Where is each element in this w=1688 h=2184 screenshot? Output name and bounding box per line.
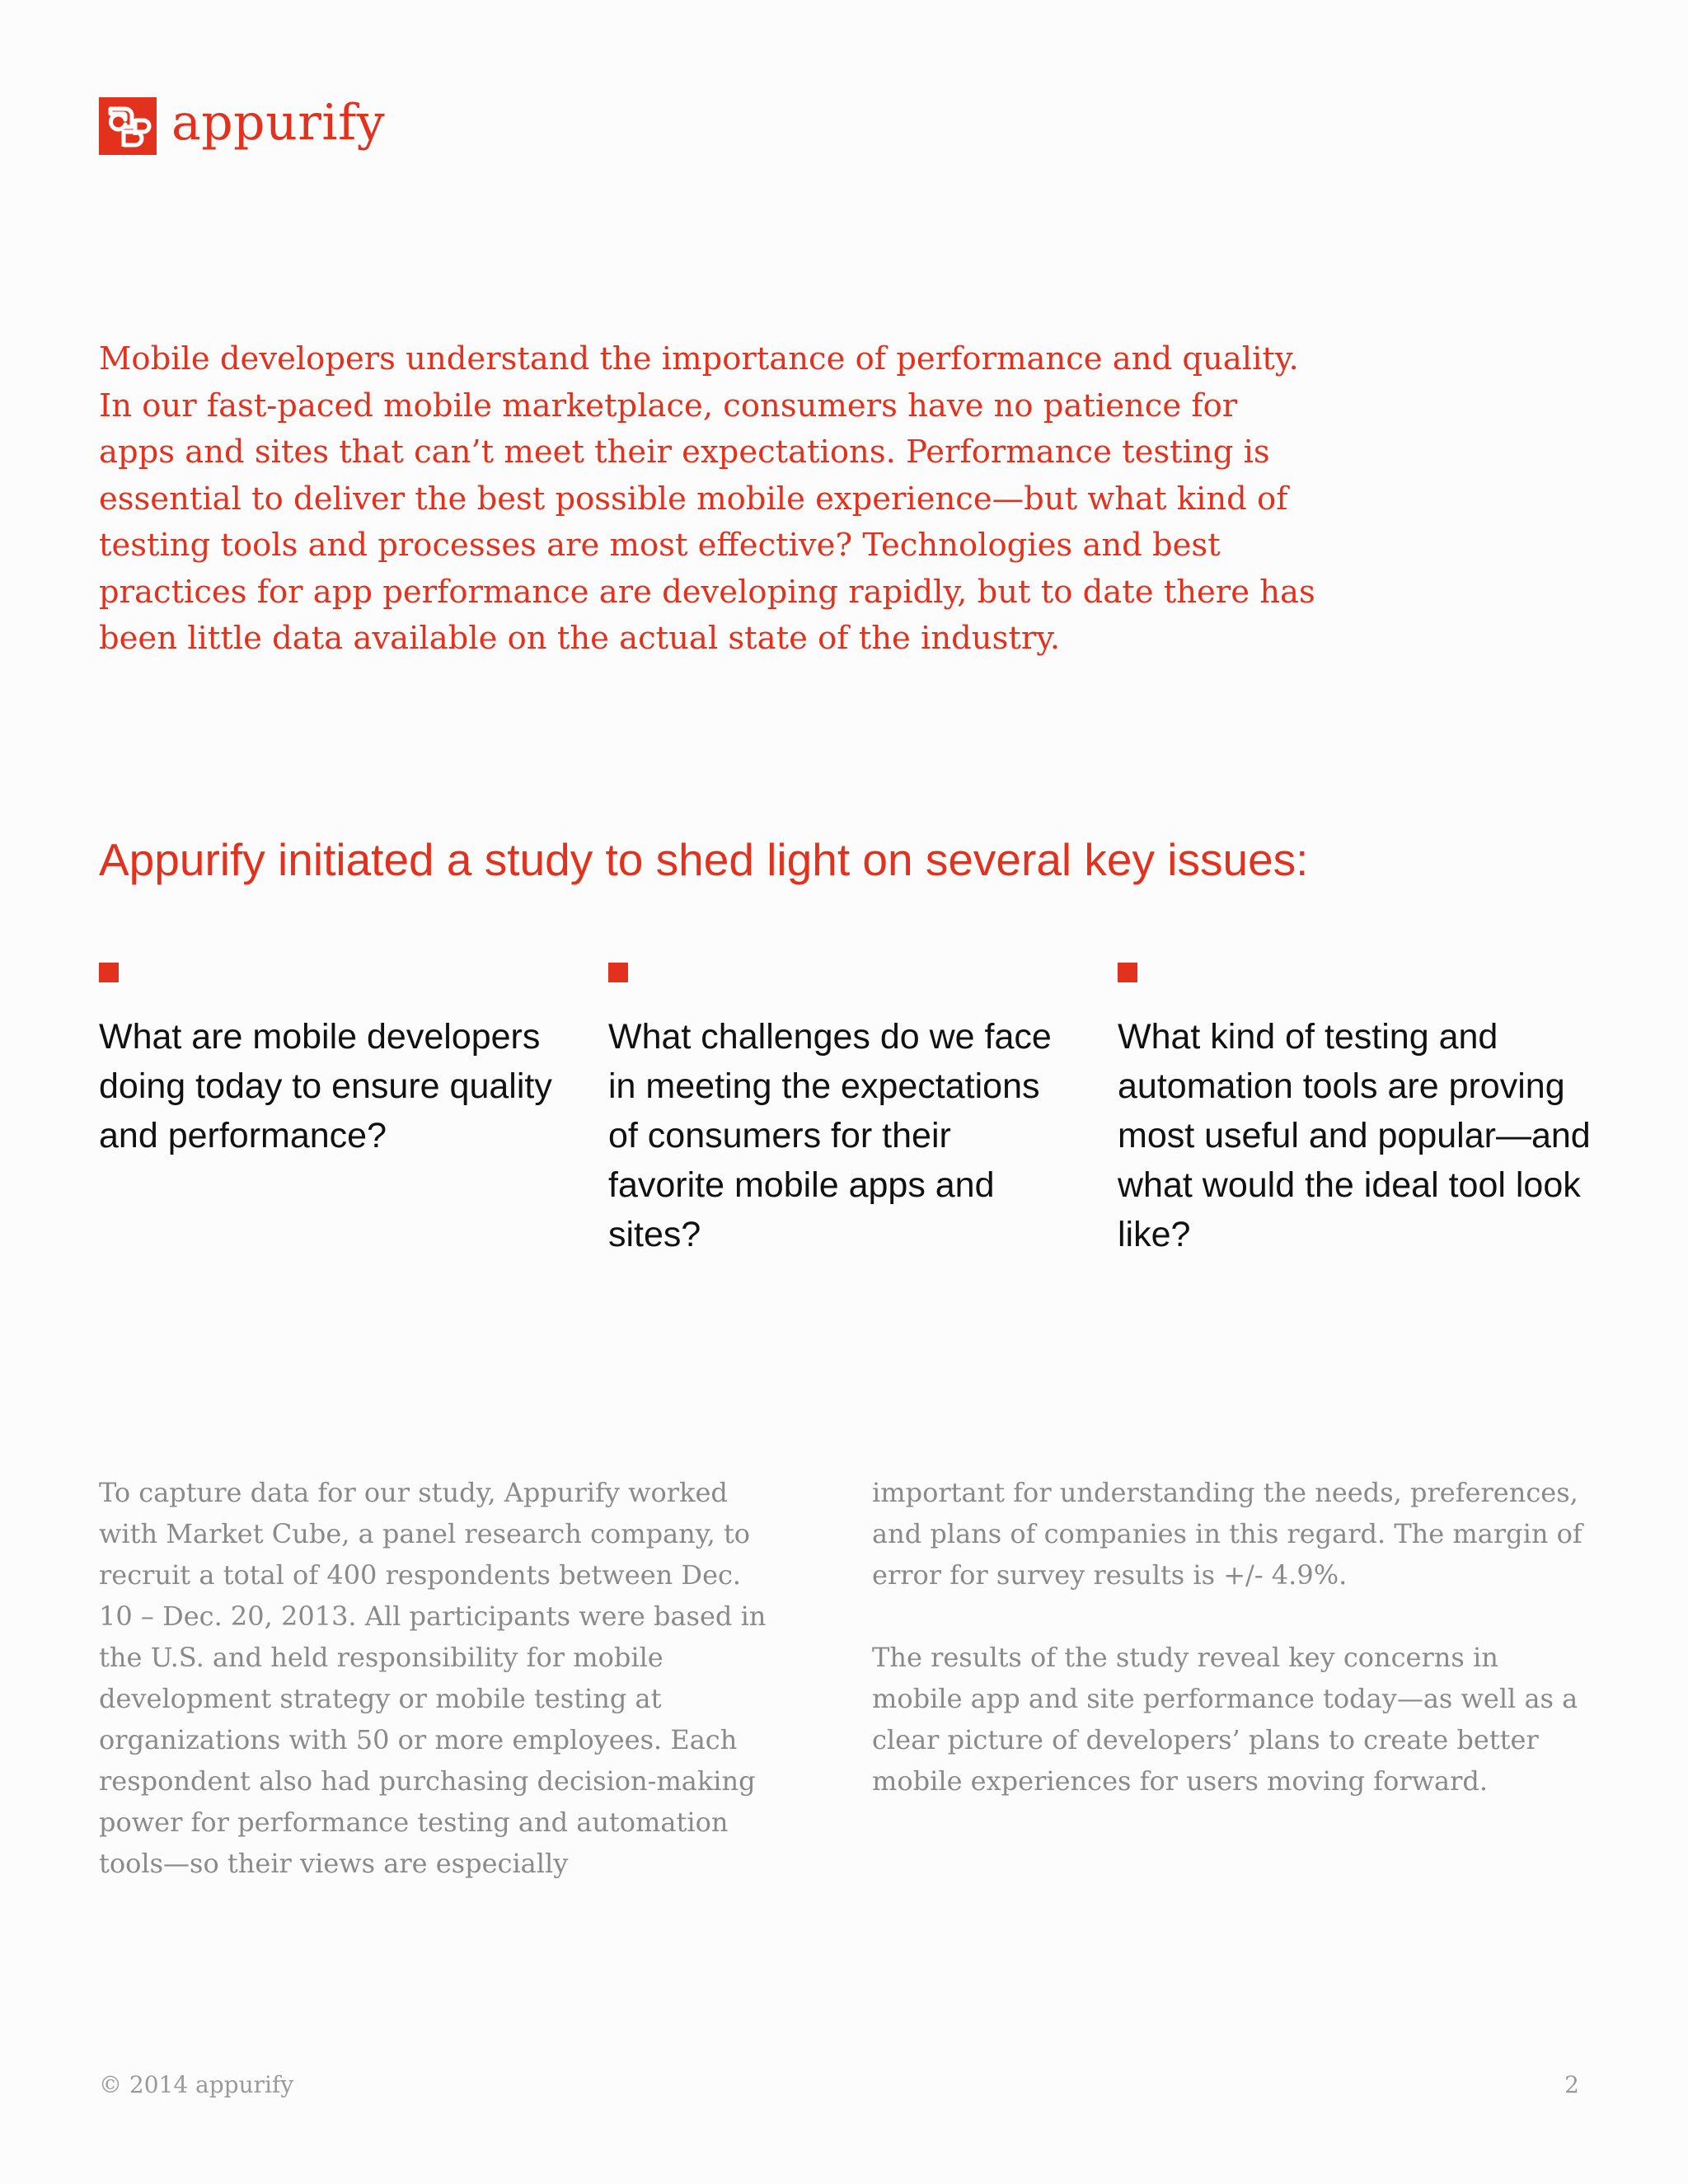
methodology-paragraph-continued: important for understanding the needs, preferences, and plans of companies in this regard. The margin of error for survey results is +/- 4.9%. [872, 1477, 1582, 1591]
page-number: 2 [1564, 2071, 1579, 2098]
square-bullet-icon [99, 963, 119, 982]
key-question-text: What challenges do we face in meeting the expectations of consumers for their favorite mobile apps and sites? [608, 1017, 1052, 1254]
key-question-text: What kind of testing and automation tools are proving most useful and popular—and what would the ideal tool look like? [1118, 1017, 1591, 1254]
brand-logo [99, 94, 386, 155]
key-question-2 [608, 963, 1070, 1259]
key-question-text: What are mobile developers doing today to ensure quality and performance? [99, 1017, 552, 1155]
footer-copyright: © 2014 appurify [99, 2071, 294, 2098]
brand-wordmark: appurify [171, 94, 386, 152]
results-paragraph: The results of the study reveal key concerns in mobile app and site performance today—as well as a clear picture of developers’ plans to create better mobile experiences for users moving forward. [872, 1642, 1578, 1797]
body-right-column [872, 1472, 1589, 1843]
methodology-paragraph: To capture data for our study, Appurify worked with Market Cube, a panel research company, to recruit a total of 400 respondents between Dec. 10 – Dec. 20, 2013. All participants were based in the U.S. and held responsibility for mobile development strategy or mobile testing at organizations with 50 or more employees. Each respondent also had purchasing decision-making power for performance testing and automation tools—so their views are especially [99, 1477, 767, 1879]
study-heading: Appurify initiated a study to shed light on several key issues: [99, 834, 1309, 885]
appurify-ap-monogram-icon [99, 97, 157, 155]
square-bullet-icon [1118, 963, 1137, 982]
key-question-1 [99, 963, 560, 1160]
square-bullet-icon [608, 963, 628, 982]
key-question-3 [1118, 963, 1596, 1259]
intro-paragraph: Mobile developers understand the importance of performance and quality. In our fast-paced mobile marketplace, consumers have no patience for apps and sites that can’t meet their expectations. Performance testing is essential to deliver the best possible mobile experience—but what kind of testing tools and processes are most effective? Technologies and best practices for app performance are developing rapidly, but to date there has been little data available on the actual state of the industry. [99, 340, 1315, 657]
